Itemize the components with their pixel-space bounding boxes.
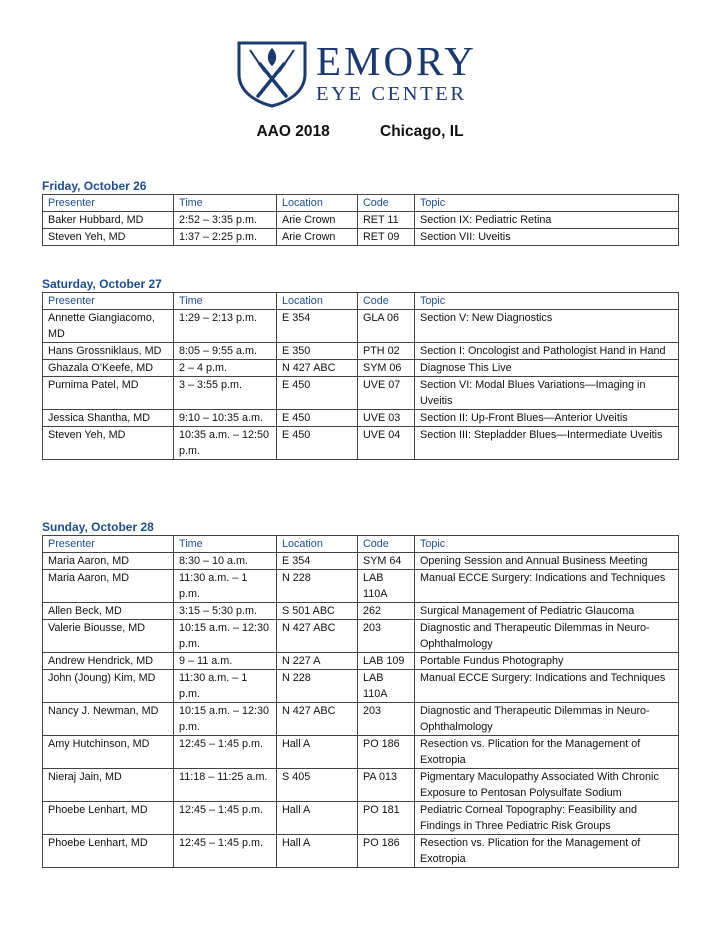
table-cell: LAB 110A bbox=[358, 570, 415, 603]
table-cell: GLA 06 bbox=[358, 310, 415, 343]
table-cell: SYM 64 bbox=[358, 553, 415, 570]
table-cell: PO 181 bbox=[358, 802, 415, 835]
table-cell: 12:45 – 1:45 p.m. bbox=[174, 736, 277, 769]
table-header-row bbox=[43, 195, 679, 212]
table-cell: 2 – 4 p.m. bbox=[174, 360, 277, 377]
table-row bbox=[43, 620, 679, 653]
table-cell: 9 – 11 a.m. bbox=[174, 653, 277, 670]
table-cell: 203 bbox=[358, 620, 415, 653]
table-cell: Ghazala O’Keefe, MD bbox=[43, 360, 174, 377]
column-header: Time bbox=[174, 536, 277, 553]
table-cell: Section IX: Pediatric Retina bbox=[415, 212, 679, 229]
table-row bbox=[43, 603, 679, 620]
table-cell: UVE 04 bbox=[358, 427, 415, 460]
table-cell: Hall A bbox=[277, 802, 358, 835]
table-cell: Maria Aaron, MD bbox=[43, 570, 174, 603]
table-cell: Arie Crown bbox=[277, 229, 358, 246]
table-cell: Diagnose This Live bbox=[415, 360, 679, 377]
table-cell: Valerie Biousse, MD bbox=[43, 620, 174, 653]
table-cell: Nieraj Jain, MD bbox=[43, 769, 174, 802]
table-row bbox=[43, 360, 679, 377]
column-header: Time bbox=[174, 293, 277, 310]
table-cell: PO 186 bbox=[358, 736, 415, 769]
conference-heading bbox=[0, 123, 720, 141]
table-cell: Baker Hubbard, MD bbox=[43, 212, 174, 229]
table-cell: UVE 03 bbox=[358, 410, 415, 427]
table-cell: E 450 bbox=[277, 410, 358, 427]
table-cell: 11:30 a.m. – 1 p.m. bbox=[174, 570, 277, 603]
table-cell: Section V: New Diagnostics bbox=[415, 310, 679, 343]
table-row bbox=[43, 802, 679, 835]
day-title: Sunday, October 28 bbox=[42, 520, 154, 534]
table-cell: N 427 ABC bbox=[277, 360, 358, 377]
table-cell: 10:15 a.m. – 12:30 p.m. bbox=[174, 620, 277, 653]
table-cell: 3 – 3:55 p.m. bbox=[174, 377, 277, 410]
day-section bbox=[42, 519, 678, 868]
table-cell: Diagnostic and Therapeutic Dilemmas in Neuro-Ophthalmology bbox=[415, 620, 679, 653]
table-cell: 12:45 – 1:45 p.m. bbox=[174, 802, 277, 835]
table-cell: 9:10 – 10:35 a.m. bbox=[174, 410, 277, 427]
schedule-table bbox=[42, 535, 679, 868]
table-cell: LAB 109 bbox=[358, 653, 415, 670]
table-cell: Steven Yeh, MD bbox=[43, 427, 174, 460]
table-cell: 3:15 – 5:30 p.m. bbox=[174, 603, 277, 620]
column-header: Presenter bbox=[43, 293, 174, 310]
table-cell: Section II: Up-Front Blues—Anterior Uveitis bbox=[415, 410, 679, 427]
table-cell: Nancy J. Newman, MD bbox=[43, 703, 174, 736]
table-cell: Hall A bbox=[277, 835, 358, 868]
table-cell: Section VII: Uveitis bbox=[415, 229, 679, 246]
column-header: Location bbox=[277, 293, 358, 310]
table-cell: Steven Yeh, MD bbox=[43, 229, 174, 246]
table-row bbox=[43, 570, 679, 603]
logo-wordmark bbox=[316, 38, 477, 105]
table-row bbox=[43, 703, 679, 736]
table-cell: N 227 A bbox=[277, 653, 358, 670]
table-cell: Hall A bbox=[277, 736, 358, 769]
table-row bbox=[43, 343, 679, 360]
table-cell: Opening Session and Annual Business Meeting bbox=[415, 553, 679, 570]
table-cell: Phoebe Lenhart, MD bbox=[43, 802, 174, 835]
conference-city: Chicago, IL bbox=[380, 123, 464, 140]
table-cell: E 450 bbox=[277, 427, 358, 460]
table-cell: 12:45 – 1:45 p.m. bbox=[174, 835, 277, 868]
day-title: Friday, October 26 bbox=[42, 179, 147, 193]
table-cell: Section III: Stepladder Blues—Intermediate Uveitis bbox=[415, 427, 679, 460]
table-cell: Arie Crown bbox=[277, 212, 358, 229]
table-cell: Resection vs. Plication for the Management of Exotropia bbox=[415, 736, 679, 769]
table-cell: Surgical Management of Pediatric Glaucoma bbox=[415, 603, 679, 620]
table-cell: Jessica Shantha, MD bbox=[43, 410, 174, 427]
column-header: Topic bbox=[415, 195, 679, 212]
column-header: Code bbox=[358, 293, 415, 310]
column-header: Presenter bbox=[43, 536, 174, 553]
table-row bbox=[43, 653, 679, 670]
table-cell: 1:37 – 2:25 p.m. bbox=[174, 229, 277, 246]
column-header: Code bbox=[358, 536, 415, 553]
table-cell: Manual ECCE Surgery: Indications and Techniques bbox=[415, 670, 679, 703]
table-cell: PA 013 bbox=[358, 769, 415, 802]
column-header: Code bbox=[358, 195, 415, 212]
table-cell: Pigmentary Maculopathy Associated With Chronic Exposure to Pentosan Polysulfate Sodium bbox=[415, 769, 679, 802]
table-cell: E 354 bbox=[277, 310, 358, 343]
column-header: Topic bbox=[415, 293, 679, 310]
table-row bbox=[43, 553, 679, 570]
table-cell: N 427 ABC bbox=[277, 703, 358, 736]
logo-name: EMORY bbox=[316, 38, 477, 84]
table-cell: RET 09 bbox=[358, 229, 415, 246]
column-header: Time bbox=[174, 195, 277, 212]
table-cell: Maria Aaron, MD bbox=[43, 553, 174, 570]
table-cell: Purnima Patel, MD bbox=[43, 377, 174, 410]
table-cell: Section VI: Modal Blues Variations—Imaging in Uveitis bbox=[415, 377, 679, 410]
table-cell: Amy Hutchinson, MD bbox=[43, 736, 174, 769]
table-cell: 10:15 a.m. – 12:30 p.m. bbox=[174, 703, 277, 736]
table-cell: Manual ECCE Surgery: Indications and Techniques bbox=[415, 570, 679, 603]
table-cell: N 228 bbox=[277, 570, 358, 603]
table-cell: Diagnostic and Therapeutic Dilemmas in Neuro-Ophthalmology bbox=[415, 703, 679, 736]
schedule-table bbox=[42, 194, 679, 246]
table-cell: E 450 bbox=[277, 377, 358, 410]
day-title: Saturday, October 27 bbox=[42, 277, 162, 291]
table-cell: RET 11 bbox=[358, 212, 415, 229]
table-row bbox=[43, 410, 679, 427]
table-cell: 11:30 a.m. – 1 p.m. bbox=[174, 670, 277, 703]
table-cell: Hans Grossniklaus, MD bbox=[43, 343, 174, 360]
table-cell: 1:29 – 2:13 p.m. bbox=[174, 310, 277, 343]
table-cell: 8:05 – 9:55 a.m. bbox=[174, 343, 277, 360]
column-header: Location bbox=[277, 195, 358, 212]
shield-torch-icon bbox=[236, 40, 308, 108]
table-row bbox=[43, 427, 679, 460]
table-cell: PO 186 bbox=[358, 835, 415, 868]
table-cell: N 228 bbox=[277, 670, 358, 703]
table-row bbox=[43, 736, 679, 769]
table-cell: 10:35 a.m. – 12:50 p.m. bbox=[174, 427, 277, 460]
table-row bbox=[43, 835, 679, 868]
table-row bbox=[43, 670, 679, 703]
column-header: Topic bbox=[415, 536, 679, 553]
table-cell: Portable Fundus Photography bbox=[415, 653, 679, 670]
table-cell: John (Joung) Kim, MD bbox=[43, 670, 174, 703]
table-cell: S 405 bbox=[277, 769, 358, 802]
table-row bbox=[43, 229, 679, 246]
table-cell: Resection vs. Plication for the Management of Exotropia bbox=[415, 835, 679, 868]
emory-eye-center-logo bbox=[236, 40, 477, 108]
table-cell: UVE 07 bbox=[358, 377, 415, 410]
column-header: Location bbox=[277, 536, 358, 553]
table-cell: 11:18 – 11:25 a.m. bbox=[174, 769, 277, 802]
column-header: Presenter bbox=[43, 195, 174, 212]
table-cell: Andrew Hendrick, MD bbox=[43, 653, 174, 670]
table-cell: E 354 bbox=[277, 553, 358, 570]
table-cell: Section I: Oncologist and Pathologist Hand in Hand bbox=[415, 343, 679, 360]
table-cell: SYM 06 bbox=[358, 360, 415, 377]
logo-subtitle: EYE CENTER bbox=[316, 83, 467, 105]
table-row bbox=[43, 212, 679, 229]
table-row bbox=[43, 769, 679, 802]
table-cell: 262 bbox=[358, 603, 415, 620]
table-cell: 2:52 – 3:35 p.m. bbox=[174, 212, 277, 229]
table-header-row bbox=[43, 293, 679, 310]
day-section bbox=[42, 178, 678, 246]
table-row bbox=[43, 310, 679, 343]
table-cell: PTH 02 bbox=[358, 343, 415, 360]
table-cell: 8:30 – 10 a.m. bbox=[174, 553, 277, 570]
table-row bbox=[43, 377, 679, 410]
table-cell: 203 bbox=[358, 703, 415, 736]
table-cell: E 350 bbox=[277, 343, 358, 360]
table-cell: N 427 ABC bbox=[277, 620, 358, 653]
schedule-table bbox=[42, 292, 679, 460]
table-cell: Annette Giangiacomo, MD bbox=[43, 310, 174, 343]
day-section bbox=[42, 276, 678, 460]
table-cell: Phoebe Lenhart, MD bbox=[43, 835, 174, 868]
table-cell: Pediatric Corneal Topography: Feasibility and Findings in Three Pediatric Risk Groups bbox=[415, 802, 679, 835]
table-cell: S 501 ABC bbox=[277, 603, 358, 620]
table-cell: Allen Beck, MD bbox=[43, 603, 174, 620]
table-header-row bbox=[43, 536, 679, 553]
conference-title: AAO 2018 bbox=[256, 123, 330, 140]
table-cell: LAB 110A bbox=[358, 670, 415, 703]
